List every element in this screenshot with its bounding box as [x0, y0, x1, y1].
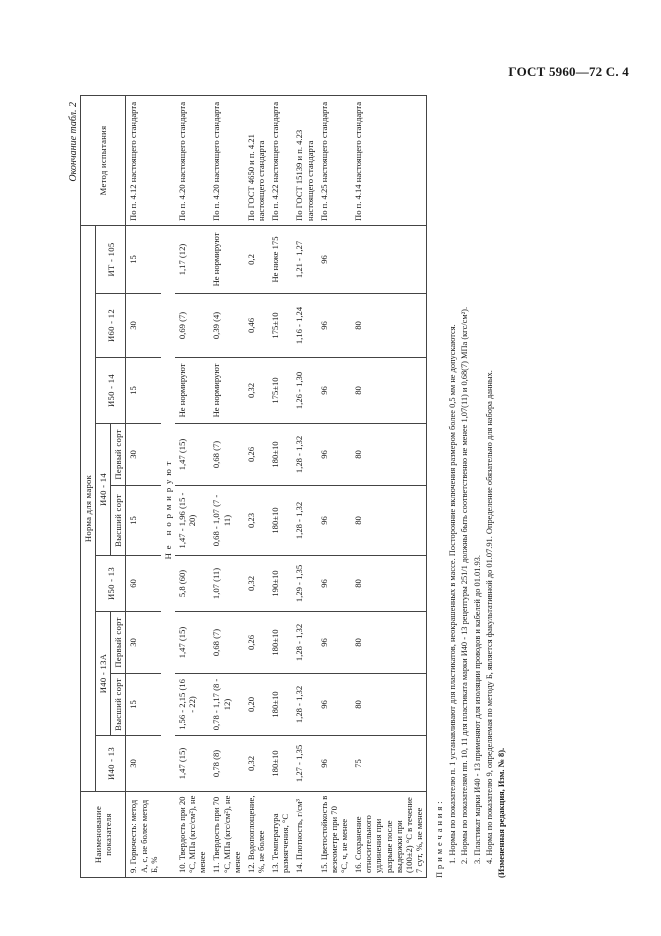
header-sort-high: Высший сорт	[111, 674, 126, 736]
span-blank	[161, 96, 175, 226]
cell-i60-12: 0,46	[244, 294, 268, 358]
cell-i40-13a-high: 15	[126, 674, 161, 736]
cell-i50-13: 80	[351, 556, 426, 612]
header-grade-i40-13: И40 - 13	[96, 736, 126, 792]
cell-it-105: 0,2	[244, 226, 268, 294]
header-grade-i60-12: И60 - 12	[96, 294, 126, 358]
header-name: Наименование показателя	[81, 792, 126, 878]
cell-i40-13a-first: 0,26	[244, 612, 268, 674]
table-row	[268, 96, 292, 878]
cell-i40-14-first: 1,47 (15)	[175, 424, 209, 486]
page-header: ГОСТ 5960—72 С. 4	[508, 64, 629, 79]
cell-i40-14-first: 96	[317, 424, 351, 486]
note-item: 3. Пластикат марки И40 - 13 применяют для изоляции проводов и кабелей до 01.01.93.	[472, 555, 482, 864]
cell-i50-14: Не нормируют	[209, 358, 243, 424]
row-name: 14. Плотность, г/см³	[292, 792, 316, 878]
header-sort-high: Высший сорт	[111, 486, 126, 556]
cell-i60-12: 0,69 (7)	[175, 294, 209, 358]
cell-i50-14: Не нормируют	[175, 358, 209, 424]
table-row	[175, 96, 209, 878]
header-method: Метод испытания	[81, 96, 126, 226]
header-grade-i40-14: И40 - 14	[96, 424, 111, 556]
row-name: 11. Твердость при 70 °С, МПа (кгс/см²), не менее	[209, 792, 243, 878]
cell-method: По п. 4.20 настоящего стандарта	[209, 96, 243, 226]
header-grade-i50-13: И50 - 13	[96, 556, 126, 612]
cell-i50-13: 5,8 (60)	[175, 556, 209, 612]
cell-i60-12: 96	[317, 294, 351, 358]
cell-method: По ГОСТ 15139 и п. 4.23 настоящего стандарта	[292, 96, 316, 226]
spec-table	[80, 95, 427, 878]
cell-i40-13: 1,27 - 1,35	[292, 736, 316, 792]
cell-i60-12: 80	[351, 294, 426, 358]
cell-i40-13a-high: 96	[317, 674, 351, 736]
cell-i40-14-first: 1,28 - 1,32	[292, 424, 316, 486]
cell-it-105: 1,21 - 1,27	[292, 226, 316, 294]
cell-i60-12: 1,16 - 1,24	[292, 294, 316, 358]
header-sort-first: Первый сорт	[111, 612, 126, 674]
cell-i40-14-first: 180±10	[268, 424, 292, 486]
header-norm-group: Норма для марок	[81, 226, 96, 792]
cell-method: По п. 4.20 настоящего стандарта	[175, 96, 209, 226]
row-name: 13. Температура размягчения, °С	[268, 792, 292, 878]
note-item: 2. Нормы по показателям пп. 10, 11 для пластиката марки И40 - 13 рецептуры 251/1 должны быть соответственно не менее 1,07(11) и 0,68(7) МПа (кгс/см²).	[460, 306, 470, 864]
cell-it-105: 15	[126, 226, 161, 294]
cell-i40-13a-high: 1,28 - 1,32	[292, 674, 316, 736]
cell-i50-14: 15	[126, 358, 161, 424]
cell-i60-12: 0,39 (4)	[209, 294, 243, 358]
cell-i40-13: 96	[317, 736, 351, 792]
cell-i40-14-high: 15	[126, 486, 161, 556]
cell-i40-14-first: 0,68 (7)	[209, 424, 243, 486]
header-sort-first: Первый сорт	[111, 424, 126, 486]
note-item: 4. Норма по показателю 9, определяемая по методу Б, является факультативной до 01.07.91. Определение обязательно для набора данных.	[484, 370, 494, 864]
rotated-table-frame	[68, 96, 614, 878]
cell-i40-14-first: 0,26	[244, 424, 268, 486]
cell-i40-13a-first: 1,47 (15)	[175, 612, 209, 674]
row-name: 16. Сохранение относительного удлинения при разрыве после выдержки при (100±2) °С в течение 7 сут, %, не менее	[351, 792, 426, 878]
cell-method: По п. 4.22 настоящего стандарта	[268, 96, 292, 226]
cell-i50-14: 96	[317, 358, 351, 424]
cell-i50-13: 96	[317, 556, 351, 612]
cell-i40-13a-first: 30	[126, 612, 161, 674]
cell-i40-13: 75	[351, 736, 426, 792]
continuation-label: Окончание табл. 2	[68, 102, 79, 182]
cell-i40-14-high: 80	[351, 486, 426, 556]
cell-i40-13a-high: 180±10	[268, 674, 292, 736]
table-row	[292, 96, 316, 878]
header-grade-it-105: ИТ - 105	[96, 226, 126, 294]
cell-i50-14: 175±10	[268, 358, 292, 424]
cell-i60-12: 175±10	[268, 294, 292, 358]
cell-i50-13: 0,32	[244, 556, 268, 612]
cell-i50-14: 0,32	[244, 358, 268, 424]
cell-i50-13: 60	[126, 556, 161, 612]
cell-i40-13a-first: 180±10	[268, 612, 292, 674]
table-row	[244, 96, 268, 878]
note-item: 1. Нормы по показателю п. 1 устанавливают для пластикатов, неокрашенных в массе. Посторонние включения размером более 0,5 мм не допускаются.	[448, 324, 458, 864]
cell-it-105: 1,17 (12)	[175, 226, 209, 294]
cell-i40-13a-high: 0,20	[244, 674, 268, 736]
cell-method: По ГОСТ 4650 и п. 4.21 настоящего стандарта	[244, 96, 268, 226]
cell-method: По п. 4.12 настоящего стандарта	[126, 96, 161, 226]
cell-i50-13: 190±10	[268, 556, 292, 612]
cell-it-105: Не нормируют	[209, 226, 243, 294]
cell-i40-14-high: 0,23	[244, 486, 268, 556]
notes-title: Примечания:	[435, 798, 444, 878]
row-name: 15. Цветостойкость в везеометре при 70 °С, ч, не менее	[317, 792, 351, 878]
table-row-span	[161, 96, 175, 878]
row-name: 12. Водопоглощение, %, не более	[244, 792, 268, 878]
table-row	[317, 96, 351, 878]
cell-i40-13: 1,47 (15)	[175, 736, 209, 792]
cell-i50-14: 80	[351, 358, 426, 424]
notes-block	[434, 96, 508, 878]
cell-i50-14: 1,26 - 1,30	[292, 358, 316, 424]
cell-i40-14-high: 1,28 - 1,32	[292, 486, 316, 556]
cell-i40-13: 0,78 (8)	[209, 736, 243, 792]
cell-i40-14-first: 80	[351, 424, 426, 486]
cell-i40-14-high: 96	[317, 486, 351, 556]
row-name: 9. Горючесть: метод А, с, не более метод Б, %	[126, 792, 161, 878]
table-row	[126, 96, 161, 878]
cell-i40-13a-high: 0,78 - 1,17 (8 - 12)	[209, 674, 243, 736]
header-grade-i40-13a: И40 - 13А	[96, 612, 111, 736]
table-row	[351, 96, 426, 878]
cell-i40-13a-high: 1,56 - 2,15 (16 - 22)	[175, 674, 209, 736]
cell-i40-13: 30	[126, 736, 161, 792]
cell-it-105: Не ниже 175	[268, 226, 292, 294]
cell-i40-14-high: 0,68 - 1,07 (7 - 11)	[209, 486, 243, 556]
cell-method: По п. 4.14 настоящего стандарта	[351, 96, 426, 226]
cell-i50-13: 1,07 (11)	[209, 556, 243, 612]
edition-note: (Измененная редакция, Изм. № 8).	[496, 747, 506, 878]
not-normed-span: Не нормируют	[161, 226, 175, 792]
cell-i50-13: 1,29 - 1,35	[292, 556, 316, 612]
cell-i40-14-high: 180±10	[268, 486, 292, 556]
cell-i40-13: 0,32	[244, 736, 268, 792]
cell-i40-13a-first: 0,68 (7)	[209, 612, 243, 674]
cell-it-105: 96	[317, 226, 351, 294]
cell-i40-13: 180±10	[268, 736, 292, 792]
cell-i40-13a-high: 80	[351, 674, 426, 736]
span-blank	[161, 792, 175, 878]
row-name: 10. Твердость при 20 °С, МПа (кгс/см²), не менее	[175, 792, 209, 878]
table-row	[209, 96, 243, 878]
cell-i60-12: 30	[126, 294, 161, 358]
cell-i40-14-high: 1,47 - 1,96 (15 - 20)	[175, 486, 209, 556]
cell-i40-14-first: 30	[126, 424, 161, 486]
cell-i40-13a-first: 1,28 - 1,32	[292, 612, 316, 674]
cell-method: По п. 4.25 настоящего стандарта	[317, 96, 351, 226]
cell-i40-13a-first: 80	[351, 612, 426, 674]
cell-i40-13a-first: 96	[317, 612, 351, 674]
cell-it-105	[351, 226, 426, 294]
header-grade-i50-14: И50 - 14	[96, 358, 126, 424]
